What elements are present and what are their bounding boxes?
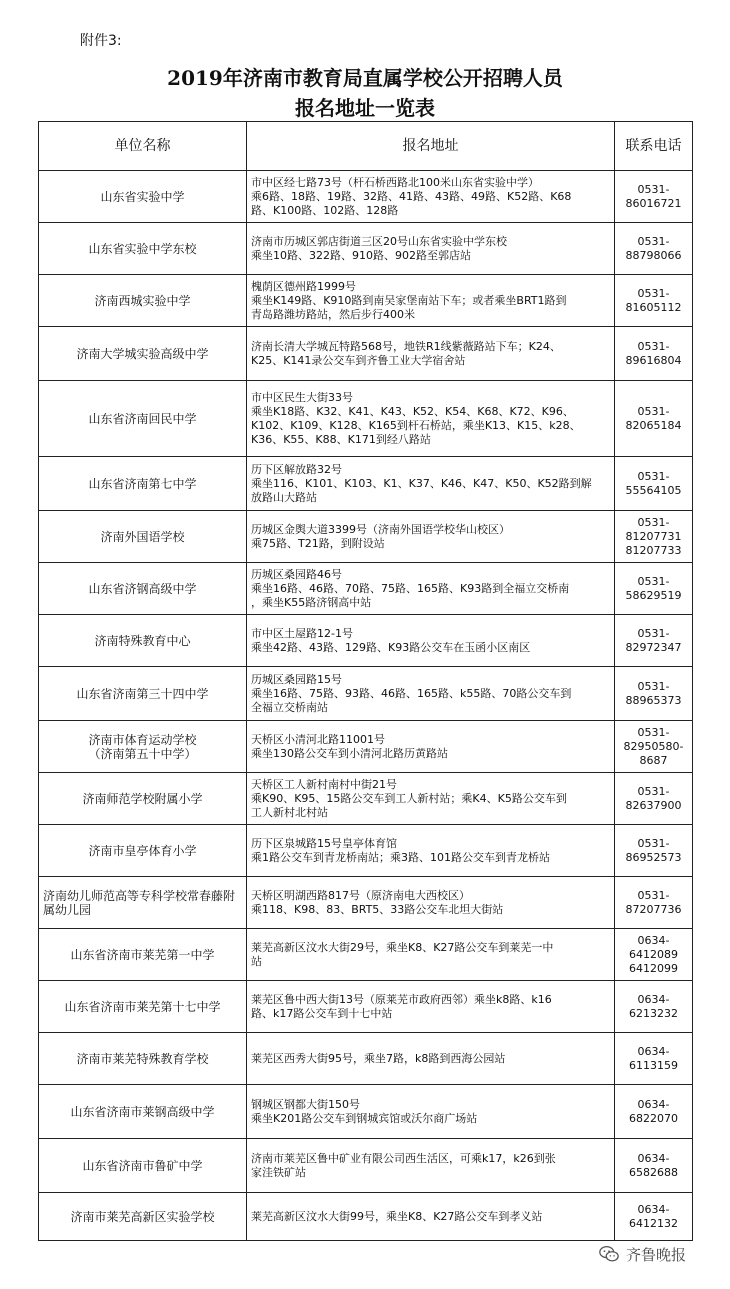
address-line: 莱芜区西秀大街95号，乘坐7路，k8路到西海公园站 <box>251 1051 506 1065</box>
unit-name-cell: 济南西城实验中学 <box>39 275 247 327</box>
unit-name-cell: 山东省济南第三十四中学 <box>39 667 247 721</box>
phone-line: 82950580- <box>623 739 684 753</box>
phone-line: 8687 <box>639 753 668 767</box>
phone-cell <box>615 1033 693 1085</box>
address-line: 乘坐42路、43路、129路、K93路公交车在玉函小区南区 <box>251 640 531 654</box>
address-cell <box>247 615 615 667</box>
table-row <box>39 457 693 511</box>
address-line: 莱芜高新区汶水大街99号，乘坐K8、K27路公交车到孝义站 <box>251 1209 543 1223</box>
address-line: ，乘坐K55路济钢高中站 <box>251 595 372 609</box>
phone-cell <box>615 327 693 381</box>
phone-cell <box>615 1139 693 1193</box>
unit-name-cell: 济南市皇亭体育小学 <box>39 825 247 877</box>
phone-line: 6582688 <box>629 1165 678 1179</box>
phone-line: 6822070 <box>629 1111 678 1125</box>
table-row <box>39 615 693 667</box>
address-line: 槐荫区德州路1999号 <box>251 279 356 293</box>
unit-name-cell: 济南大学城实验高级中学 <box>39 327 247 381</box>
phone-line: 0634- <box>637 933 670 947</box>
phone-line: 81605112 <box>625 300 682 314</box>
phone-line: 0634- <box>637 1097 670 1111</box>
address-line: 天桥区工人新村南村中街21号 <box>251 777 397 791</box>
address-cell <box>247 773 615 825</box>
phone-line: 82637900 <box>625 798 682 812</box>
address-line: 莱芜高新区汶水大街29号，乘坐K8、K27路公交车到莱芜一中 <box>251 940 554 954</box>
unit-name-cell: 济南市体育运动学校 （济南第五十中学） <box>39 721 247 773</box>
phone-line: 6412132 <box>629 1216 678 1230</box>
address-cell <box>247 511 615 563</box>
table-row <box>39 511 693 563</box>
address-line: 济南市历城区郭店街道三区20号山东省实验中学东校 <box>251 234 507 248</box>
phone-cell <box>615 171 693 223</box>
table-row <box>39 171 693 223</box>
address-cell <box>247 825 615 877</box>
unit-name-cell: 山东省济南回民中学 <box>39 381 247 457</box>
phone-line: 89616804 <box>625 353 682 367</box>
table-row <box>39 563 693 615</box>
address-line: 济南长清大学城瓦特路568号，地铁R1线紫薇路站下车；K24、 <box>251 339 561 353</box>
phone-line: 81207733 <box>625 543 682 557</box>
phone-cell <box>615 511 693 563</box>
address-cell <box>247 721 615 773</box>
table-row <box>39 721 693 773</box>
phone-line: 6412099 <box>629 961 678 975</box>
unit-name-cell: 济南市莱芜特殊教育学校 <box>39 1033 247 1085</box>
unit-name-cell: 济南特殊教育中心 <box>39 615 247 667</box>
unit-name-cell: 山东省济南市莱钢高级中学 <box>39 1085 247 1139</box>
page-title: 2019年济南市教育局直属学校公开招聘人员 <box>167 66 563 90</box>
address-cell <box>247 563 615 615</box>
phone-line: 0531- <box>637 784 670 798</box>
table-row <box>39 327 693 381</box>
address-line: 乘1路公交车到青龙桥南站；乘3路、101路公交车到青龙桥站 <box>251 850 550 864</box>
phone-line: 0634- <box>637 1202 670 1216</box>
page-subtitle: 报名地址一览表 <box>295 96 435 120</box>
phone-cell <box>615 275 693 327</box>
address-cell <box>247 327 615 381</box>
phone-line: 86952573 <box>625 850 682 864</box>
phone-cell <box>615 1085 693 1139</box>
phone-line: 0531- <box>637 574 670 588</box>
phone-cell <box>615 457 693 511</box>
phone-line: 0634- <box>637 1044 670 1058</box>
address-cell <box>247 223 615 275</box>
address-line: 路、K100路、102路、128路 <box>251 203 399 217</box>
phone-cell <box>615 615 693 667</box>
address-line: 乘K90、K95、15路公交车到工人新村站；乘K4、K5路公交车到 <box>251 791 567 805</box>
unit-name-cell: 济南外国语学校 <box>39 511 247 563</box>
phone-line: 58629519 <box>625 588 682 602</box>
address-line: 历下区解放路32号 <box>251 462 342 476</box>
address-line: 乘坐16路、75路、93路、46路、165路、k55路、70路公交车到 <box>251 686 572 700</box>
phone-line: 0531- <box>637 404 670 418</box>
address-line: K36、K55、K88、K171到经八路站 <box>251 432 431 446</box>
address-line: 全福立交桥南站 <box>251 700 328 714</box>
table-row <box>39 1193 693 1241</box>
phone-cell <box>615 223 693 275</box>
address-cell <box>247 1193 615 1241</box>
table-row <box>39 1033 693 1085</box>
phone-cell <box>615 877 693 929</box>
phone-cell <box>615 381 693 457</box>
wechat-icon <box>598 1243 620 1265</box>
unit-name-cell: 山东省济南市鲁矿中学 <box>39 1139 247 1193</box>
unit-name-cell: 济南市莱芜高新区实验学校 <box>39 1193 247 1241</box>
address-line: 济南市莱芜区鲁中矿业有限公司西生活区，可乘k17，k26到张 <box>251 1151 556 1165</box>
watermark <box>598 1243 686 1265</box>
address-line: 市中区民生大街33号 <box>251 390 353 404</box>
address-line: 天桥区明湖西路817号（原济南电大西校区） <box>251 888 470 902</box>
phone-cell <box>615 825 693 877</box>
address-cell <box>247 667 615 721</box>
table-row <box>39 667 693 721</box>
address-table <box>38 121 693 1241</box>
address-line: 历城区金舆大道3399号（济南外国语学校华山校区） <box>251 522 510 536</box>
phone-line: 0531- <box>637 679 670 693</box>
address-cell <box>247 171 615 223</box>
address-line: 市中区土屋路12-1号 <box>251 626 353 640</box>
address-cell <box>247 981 615 1033</box>
table-row <box>39 877 693 929</box>
watermark-label: 齐鲁晚报 <box>626 1245 687 1264</box>
table-row <box>39 773 693 825</box>
address-line: 钢城区钢都大街150号 <box>251 1097 360 1111</box>
table-row <box>39 275 693 327</box>
unit-name-cell: 山东省实验中学东校 <box>39 223 247 275</box>
phone-line: 0531- <box>637 469 670 483</box>
phone-line: 6213232 <box>629 1006 678 1020</box>
address-cell <box>247 275 615 327</box>
phone-line: 0531- <box>637 182 670 196</box>
phone-line: 0531- <box>637 339 670 353</box>
phone-cell <box>615 667 693 721</box>
phone-line: 82972347 <box>625 640 682 654</box>
table-header-row <box>39 122 693 171</box>
address-line: 乘坐K201路公交车到钢城宾馆或沃尔商广场站 <box>251 1111 478 1125</box>
address-line: 乘坐K18路、K32、K41、K43、K52、K54、K68、K72、K96、 <box>251 404 574 418</box>
address-line: 历下区泉城路15号皇亭体育馆 <box>251 836 397 850</box>
phone-line: 6113159 <box>629 1058 678 1072</box>
unit-name-cell: 山东省济南市莱芜第十七中学 <box>39 981 247 1033</box>
phone-line: 0634- <box>637 1151 670 1165</box>
address-cell <box>247 929 615 981</box>
address-line: 乘坐16路、46路、70路、75路、165路、K93路到全福立交桥南 <box>251 581 570 595</box>
phone-cell <box>615 563 693 615</box>
phone-line: 0531- <box>637 286 670 300</box>
column-header-unit: 单位名称 <box>39 122 247 171</box>
unit-name-cell: 山东省实验中学 <box>39 171 247 223</box>
address-line: 乘118、K98、83、BRT5、33路公交车北坦大街站 <box>251 902 504 916</box>
phone-cell <box>615 1193 693 1241</box>
phone-line: 0531- <box>637 515 670 529</box>
address-line: 路、k17路公交车到十七中站 <box>251 1006 393 1020</box>
table-row <box>39 929 693 981</box>
phone-cell <box>615 929 693 981</box>
address-line: 乘6路、18路、19路、32路、41路、43路、49路、K52路、K68 <box>251 189 572 203</box>
phone-line: 0531- <box>637 836 670 850</box>
address-line: 乘坐116、K101、K103、K1、K37、K46、K47、K50、K52路到解 <box>251 476 592 490</box>
column-header-phone: 联系电话 <box>615 122 693 171</box>
address-line: 乘75路、T21路，到附设站 <box>251 536 385 550</box>
unit-name-cell: 济南师范学校附属小学 <box>39 773 247 825</box>
address-line: 天桥区小清河北路11001号 <box>251 732 385 746</box>
phone-line: 6412089 <box>629 947 678 961</box>
phone-line: 0634- <box>637 992 670 1006</box>
phone-line: 0531- <box>637 888 670 902</box>
unit-name-cell: 山东省济南第七中学 <box>39 457 247 511</box>
address-line: 历城区桑园路15号 <box>251 672 342 686</box>
table-row <box>39 1139 693 1193</box>
unit-name-cell: 山东省济钢高级中学 <box>39 563 247 615</box>
address-cell <box>247 877 615 929</box>
table-row <box>39 981 693 1033</box>
address-cell <box>247 457 615 511</box>
address-line: K25、K141录公交车到齐鲁工业大学宿舍站 <box>251 353 466 367</box>
address-line: 青岛路潍坊路站，然后步行400米 <box>251 307 415 321</box>
address-line: 家洼铁矿站 <box>251 1165 306 1179</box>
address-line: 莱芜区鲁中西大街13号（原莱芜市政府西邻）乘坐k8路、k16 <box>251 992 552 1006</box>
phone-line: 55564105 <box>625 483 682 497</box>
phone-cell <box>615 721 693 773</box>
address-cell <box>247 1139 615 1193</box>
phone-line: 82065184 <box>625 418 682 432</box>
table-row <box>39 825 693 877</box>
address-line: 乘坐10路、322路、910路、902路至郭店站 <box>251 248 471 262</box>
address-line: K102、K109、K128、K165到杆石桥站，乘坐K13、K15、k28、 <box>251 418 581 432</box>
address-line: 乘坐K149路、K910路到南吴家堡南站下车；或者乘坐BRT1路到 <box>251 293 567 307</box>
address-line: 市中区经七路73号（杆石桥西路北100米山东省实验中学） <box>251 175 539 189</box>
table-row <box>39 1085 693 1139</box>
phone-line: 0531- <box>637 234 670 248</box>
column-header-address: 报名地址 <box>247 122 615 171</box>
address-cell <box>247 1085 615 1139</box>
address-cell <box>247 1033 615 1085</box>
phone-line: 81207731 <box>625 529 682 543</box>
phone-cell <box>615 773 693 825</box>
attachment-label: 附件3: <box>80 33 122 49</box>
phone-cell <box>615 981 693 1033</box>
phone-line: 0531- <box>637 725 670 739</box>
phone-line: 88965373 <box>625 693 682 707</box>
phone-line: 86016721 <box>625 196 682 210</box>
address-line: 乘坐130路公交车到小清河北路历黄路站 <box>251 746 448 760</box>
address-line: 站 <box>251 954 262 968</box>
address-cell <box>247 381 615 457</box>
table-row <box>39 223 693 275</box>
address-line: 放路山大路站 <box>251 490 317 504</box>
unit-name-cell: 济南幼儿师范高等专科学校常春藤附属幼儿园 <box>39 877 247 929</box>
address-line: 历城区桑园路46号 <box>251 567 342 581</box>
unit-name-cell: 山东省济南市莱芜第一中学 <box>39 929 247 981</box>
address-line: 工人新村北村站 <box>251 805 328 819</box>
phone-line: 87207736 <box>625 902 682 916</box>
phone-line: 0531- <box>637 626 670 640</box>
phone-line: 88798066 <box>625 248 682 262</box>
table-row <box>39 381 693 457</box>
